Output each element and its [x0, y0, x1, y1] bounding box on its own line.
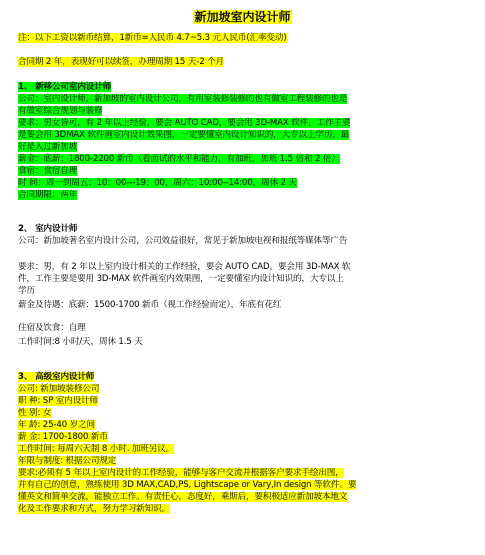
section1-text: 食宿：食宿自理 [18, 166, 78, 176]
section3-line [18, 444, 174, 455]
section3-line [18, 432, 108, 443]
section3-text: 并有自己的创意，熟练使用 3D MAX,CAD,PS, Lightscape or Vary,In design 等软件。要 [18, 480, 357, 490]
section3-text: 职 种: SP 室内设计师 [18, 396, 98, 406]
section2-company: 公司：新加坡著名室内设计公司，公司效益很好，常见于新加坡电视和报纸等媒体等广告 [18, 236, 348, 246]
section2-salary: 薪金及待遇：底薪：1500-1700 新币（视工作经验而定），年底有花红 [18, 300, 282, 310]
section2-lodging: 住宿及饮食：自理 [18, 323, 86, 333]
section3-text: 年 龄: 25-40 岁之间 [18, 420, 95, 430]
section2-requirements: 件，工作主要是要用 3D-MAX 软件画室内效果图，一定要懂室内设计知识的，大专以上 [18, 274, 344, 284]
section1-text: 是要会用 3DMAX 软件画室内设计效果图，一定要懂室内设计知识的，大专以上学历，最 [18, 130, 350, 140]
section1-heading-line [18, 82, 111, 93]
section3-line [18, 492, 347, 503]
section1-text: 薪金：底薪：1800-2200 新币（看面试的水平和能力，有加班，加班 1.5 倍和 2 倍） [18, 154, 340, 164]
section3-line [18, 468, 344, 479]
section3-text: 薪 金: 1700-1800 新币 [18, 432, 108, 442]
section1-heading: 1、 新移公司室内设计师 [18, 82, 112, 92]
section1-line [18, 130, 349, 141]
section1-line [18, 94, 347, 105]
section1-line [18, 166, 77, 177]
section1-text: 公司：室内设计师，新加坡的室内设计公司，有用室装修装修的也有做室工程装修的也是 [18, 94, 348, 104]
exchange-note: 注：以下工资以新币结算，1新币=人民币 4.7~5.3 元人民币(汇率变动) [18, 33, 287, 43]
section2-requirements: 要求：男，有 2 年以上室内设计相关的工作经验，要会 AUTO CAD，要会用 3D-MAX 软 [18, 262, 351, 272]
section1-line [18, 190, 77, 201]
section3-text: 化及工作要求和方式，努力学习新知识。 [18, 504, 170, 514]
section1-text: 有做室综合规划与装修 [18, 106, 103, 116]
section3-line [18, 384, 99, 395]
contract-line [18, 57, 224, 68]
section3-text: 懂英文和简单交流，能独立工作。有责任心，态度好，乘斯后，要积极适应新加坡本地文 [18, 492, 348, 502]
section3-line [18, 456, 116, 467]
section2-heading: 2、 室内设计师 [18, 224, 78, 234]
page-title-text: 新加坡室内设计师 [194, 10, 291, 24]
section3-heading-line [18, 372, 94, 383]
exchange-note-line [18, 33, 287, 44]
section3-line [18, 420, 95, 431]
section3-text: 公司: 新加坡装修公司 [18, 384, 100, 394]
section1-line [18, 178, 297, 189]
section3-line [18, 504, 170, 515]
section3-text: 年限与制度: 根据公司规定 [18, 456, 117, 466]
section1-line [18, 106, 102, 117]
page-title [0, 6, 485, 25]
section1-text: 要求：男女皆可，有 2 年以上经验，要会 AUTO CAD，要会用 3D-MAX 软件，工作主要 [18, 118, 351, 128]
section3-text: 要求:必须有 5 年以上室内设计的工作经验，能够与客户交流并根据客户要求手绘出图， [18, 468, 344, 478]
section3-text: 性 别: 女 [18, 408, 52, 418]
contract-note: 合同期 2 年，表现好可以续签，办理周期 15 天-2 个月 [18, 57, 225, 67]
section1-line [18, 118, 350, 129]
section3-heading: 3、 高级室内设计师 [18, 372, 95, 382]
section1-text: 合同期限：两年 [18, 190, 78, 200]
section2-requirements: 学历 [18, 286, 35, 296]
section1-text: 好是入过新加坡 [18, 142, 78, 152]
section1-text: 时 间：周一到周五：10：00---19：00，周六：10:00--14:00，周休 2 天 [18, 178, 297, 188]
section3-line [18, 408, 51, 419]
section1-line [18, 154, 340, 165]
section1-line [18, 142, 77, 153]
section3-line [18, 396, 98, 407]
section3-text: 工作时间: 每周六天制 8 小时. 加班另议。 [18, 444, 175, 454]
section3-line [18, 480, 356, 491]
section2-hours: 工作时间:8 小时/天，周休 1.5 天 [18, 337, 143, 347]
